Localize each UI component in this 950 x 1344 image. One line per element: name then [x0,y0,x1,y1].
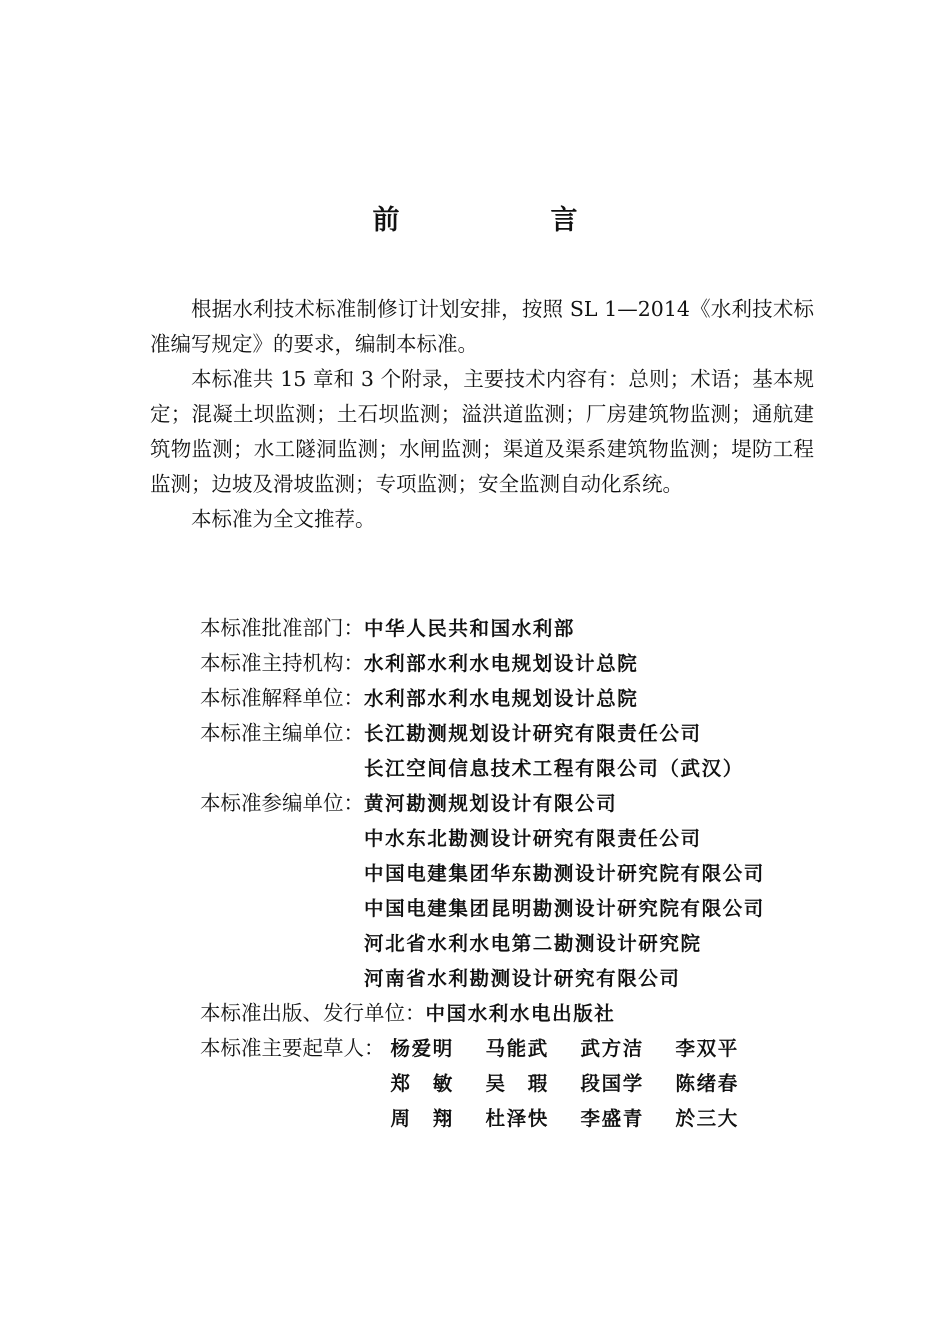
paragraph-recommendation: 本标准为全文推荐。 [191,507,376,531]
drafter-name: 郑 敏 [390,1072,454,1095]
participants-label: 本标准参编单位： [200,791,364,815]
participant-unit: 黄河勘测规划设计有限公司 [364,792,618,815]
drafter-name: 李双平 [675,1037,739,1060]
drafters-label: 本标准主要起草人： [200,1036,385,1060]
approval-label: 本标准批准部门： [200,616,364,640]
drafter-name: 吴 瑕 [485,1072,549,1095]
participant-unit: 河南省水利勘测设计研究有限公司 [364,967,681,990]
drafter-name: 於三大 [675,1107,739,1130]
host-value: 水利部水利水电规划设计总院 [364,652,639,675]
drafter-name: 杨爱明 [390,1037,454,1060]
participants-row [200,786,820,996]
drafter-name: 武方洁 [580,1037,644,1060]
standard-info [200,611,820,1136]
preface-body [150,292,814,537]
publisher-label: 本标准出版、发行单位： [200,1001,426,1025]
host-label: 本标准主持机构： [200,651,364,675]
drafter-name: 马能武 [485,1037,549,1060]
drafters-line [391,1101,771,1136]
chief-editors-label: 本标准主编单位： [200,721,364,745]
chief-editor-unit: 长江勘测规划设计研究有限责任公司 [364,722,702,745]
chief-editor-unit: 长江空间信息技术工程有限公司（武汉） [364,757,744,780]
drafter-name: 陈绪春 [675,1072,739,1095]
participant-unit: 中国电建集团华东勘测设计研究院有限公司 [364,862,765,885]
chief-editors-row [200,716,820,786]
interpret-row [200,681,820,716]
drafters-row [200,1031,820,1136]
paragraph-content: 本标准共 15 章和 3 个附录，主要技术内容有：总则；术语；基本规定；混凝土坝监测；土石坝监测；溢洪道监测；厂房建筑物监测；通航建筑物监测；水工隧洞监测；水闸监测；渠道及渠系建筑物监测；堤防工程监测；边坡及滑坡监测；专项监测；安全监测自动化系统。 [150,367,814,496]
page-title: 前 言 [372,205,640,236]
drafter-name: 李盛青 [580,1107,644,1130]
participant-unit: 中国电建集团昆明勘测设计研究院有限公司 [364,897,765,920]
participant-unit: 中水东北勘测设计研究有限责任公司 [364,827,702,850]
interpret-value: 水利部水利水电规划设计总院 [364,687,639,710]
interpret-label: 本标准解释单位： [200,686,364,710]
publisher-row [200,996,820,1031]
paragraph-basis: 根据水利技术标准制修订计划安排，按照 SL 1—2014《水利技术标准编写规定》的要求，编制本标准。 [150,297,814,356]
drafter-name: 杜泽快 [485,1107,549,1130]
participant-unit: 河北省水利水电第二勘测设计研究院 [364,932,702,955]
drafter-name: 周 翔 [390,1107,454,1130]
drafter-name: 段国学 [580,1072,644,1095]
approval-row [200,611,820,646]
host-row [200,646,820,681]
publisher-value: 中国水利水电出版社 [425,1002,616,1025]
drafters-line [391,1031,771,1066]
approval-value: 中华人民共和国水利部 [364,617,576,640]
drafters-line [391,1066,771,1101]
